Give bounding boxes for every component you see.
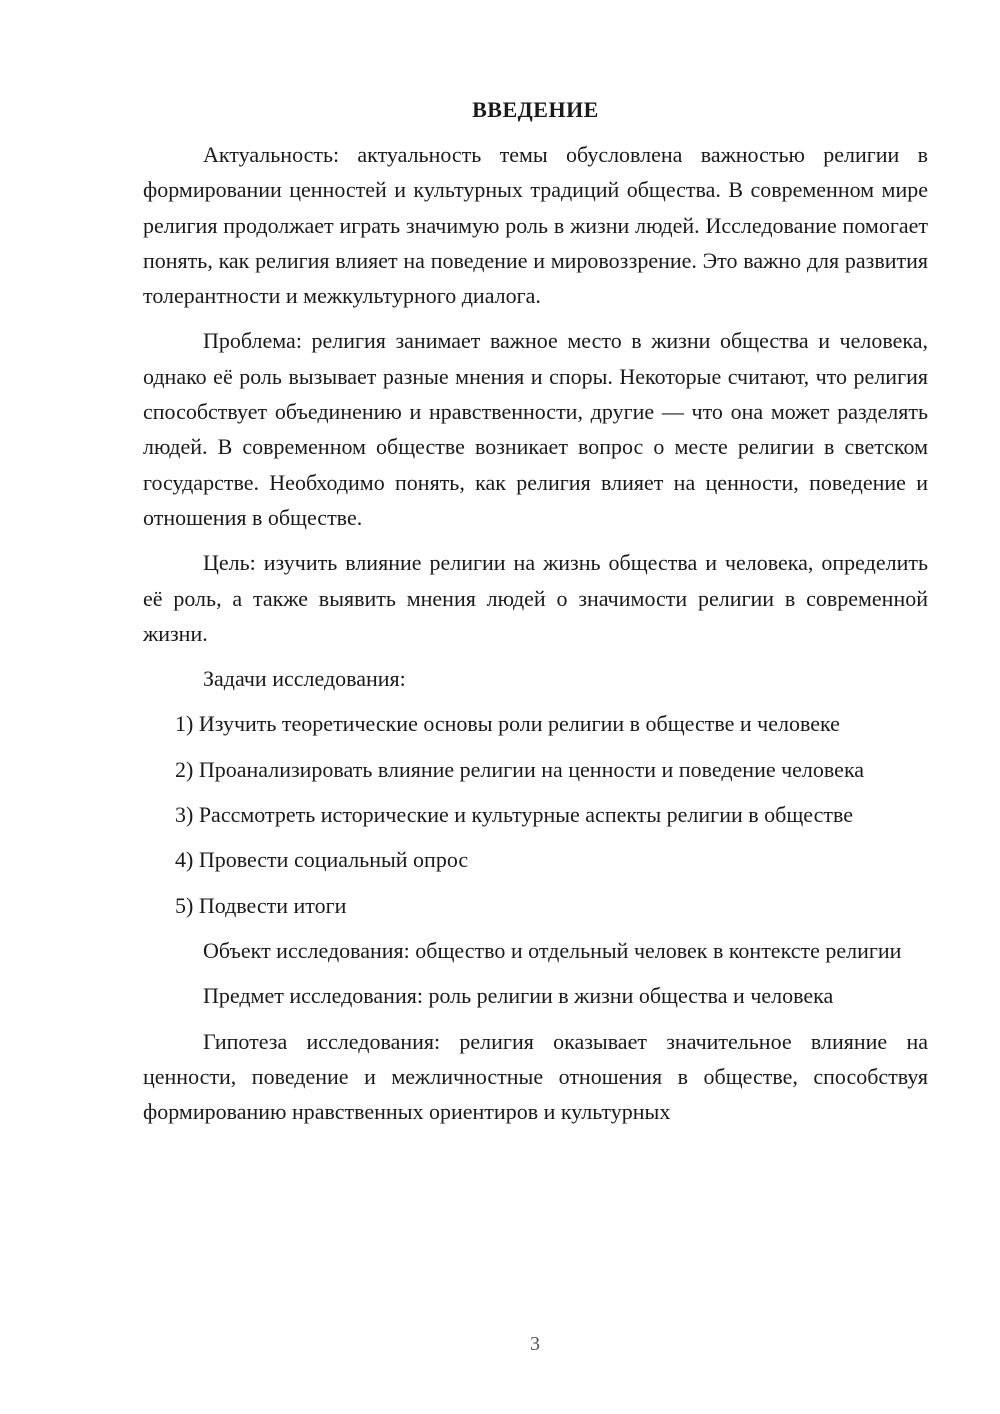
paragraph-object: Объект исследования: общество и отдельный человек в контексте религии <box>203 937 902 963</box>
task-item-3: 3) Рассмотреть исторические и культурные аспекты религии в обществе <box>175 802 853 828</box>
task-item-5: 5) Подвести итоги <box>175 892 347 918</box>
page-number: 3 <box>530 1333 540 1355</box>
paragraph-subject: Предмет исследования: роль религии в жизни общества и человека <box>203 983 834 1009</box>
paragraph-relevance: Актуальность: актуальность темы обусловлена важностью религии в формировании ценностей и культурных традиций общества. В современном мире религия продолжает играть значимую роль в жизни людей. Исследование помогает понять, как религия влияет на поведение и мировоззрение. Это важно для развития толерантности и межкультурного диалога. <box>143 142 928 309</box>
paragraph-problem: Проблема: религия занимает важное место в жизни общества и человека, однако её роль вызывает разные мнения и споры. Некоторые считают, что религия способствует объединению и нравственности, другие — что она может разделять людей. В современном обществе возникает вопрос о месте религии в светском государстве. Необходимо понять, как религия влияет на ценности, поведение и отношения в обществе. <box>143 328 928 530</box>
paragraph-tasks-heading: Задачи исследования: <box>203 666 406 692</box>
task-item-4: 4) Провести социальный опрос <box>175 847 469 873</box>
section-title: ВВЕДЕНИЕ <box>472 97 599 122</box>
paragraph-goal: Цель: изучить влияние религии на жизнь общества и человека, определить её роль, а также выявить мнения людей о значимости религии в современной жизни. <box>143 550 928 646</box>
task-list <box>143 706 928 922</box>
task-item-2: 2) Проанализировать влияние религии на ценности и поведение человека <box>175 756 865 782</box>
task-item-1: 1) Изучить теоретические основы роли религии в обществе и человеке <box>175 711 840 737</box>
document-page <box>143 92 928 1139</box>
paragraph-hypothesis: Гипотеза исследования: религия оказывает значительное влияние на ценности, поведение и межличностные отношения в обществе, способствуя формированию нравственных ориентиров и культурных <box>143 1028 928 1125</box>
